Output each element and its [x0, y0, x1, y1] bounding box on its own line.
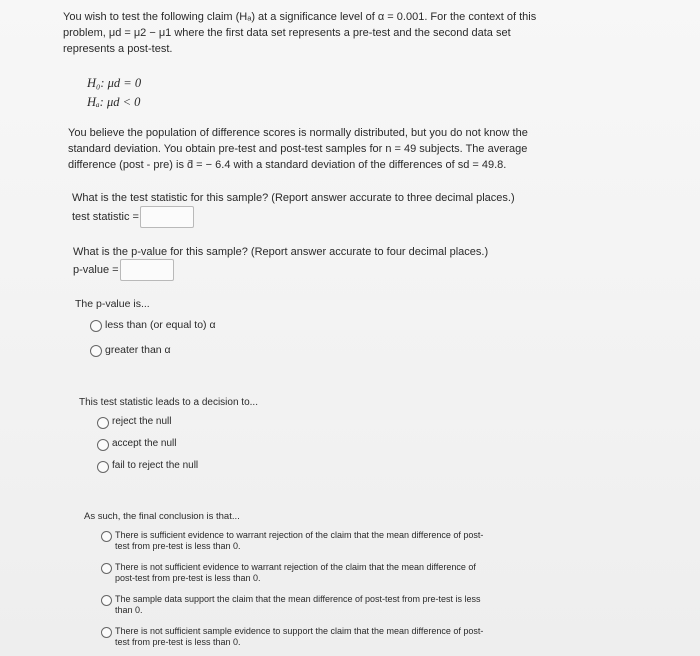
p-value-comparison-question: The p-value is...	[75, 298, 150, 310]
option-conclusion-2[interactable]	[101, 562, 571, 584]
option-conclusion-1[interactable]	[101, 530, 571, 552]
alternative-hypothesis: Hₐ: μd < 0	[87, 95, 141, 109]
context-line-3: difference (post - pre) is d̄ = − 6.4 with a standard deviation of the differences of sd = 49.8.	[68, 159, 507, 171]
option-text-line-1: The sample data support the claim that the mean difference of post-test from pre-test is less	[115, 594, 481, 604]
option-text	[115, 562, 476, 584]
decision-question: This test statistic leads to a decision to...	[79, 397, 258, 408]
context-line-1: You believe the population of difference scores is normally distributed, but you do not know the	[68, 127, 528, 139]
option-reject-null[interactable]	[97, 416, 198, 429]
intro-line-2: problem, μd = μ2 − μ1 where the first data set represents a pre-test and the second data set	[63, 27, 511, 39]
option-label: fail to reject the null	[112, 460, 199, 471]
option-label: less than (or equal to) α	[105, 319, 216, 331]
intro-line-3: represents a post-test.	[63, 43, 173, 55]
test-statistic-label: test statistic =	[72, 211, 139, 223]
test-statistic-question: What is the test statistic for this sample? (Report answer accurate to three decimal places.)	[72, 192, 515, 204]
radio-button[interactable]	[90, 345, 102, 357]
option-conclusion-3[interactable]	[101, 594, 571, 616]
option-label: accept the null	[112, 438, 177, 449]
p-value-row	[73, 259, 174, 281]
option-text-line-2: post-test from pre-test is less than 0.	[115, 573, 261, 583]
option-text	[115, 626, 483, 648]
option-text-line-1: There is not sufficient sample evidence to support the claim that the mean difference of post-	[115, 626, 484, 636]
p-value-label: p-value =	[73, 264, 119, 276]
hypotheses	[87, 74, 141, 112]
radio-button[interactable]	[101, 531, 112, 542]
radio-button[interactable]	[97, 461, 109, 473]
option-text-line-1: There is sufficient evidence to warrant rejection of the claim that the mean difference of post-	[115, 530, 484, 540]
option-text-line-2: than 0.	[115, 605, 143, 615]
option-accept-null[interactable]	[97, 438, 198, 451]
option-text	[115, 594, 481, 616]
p-value-comparison-options	[90, 319, 216, 357]
option-text-line-1: There is not sufficient evidence to warrant rejection of the claim that the mean difference of	[115, 562, 476, 572]
option-text-line-2: test from pre-test is less than 0.	[115, 637, 241, 647]
conclusion-options	[101, 530, 571, 648]
option-text	[115, 530, 483, 552]
option-fail-to-reject-null[interactable]	[97, 460, 198, 473]
radio-button[interactable]	[97, 439, 109, 451]
context-line-2: standard deviation. You obtain pre-test and post-test samples for n = 49 subjects. The average	[68, 143, 528, 155]
p-value-input[interactable]	[120, 259, 174, 281]
radio-button[interactable]	[90, 320, 102, 332]
context-paragraph	[68, 125, 688, 173]
null-hypothesis: H₀: μd = 0	[87, 76, 142, 90]
option-greater-than-alpha[interactable]	[90, 344, 216, 357]
conclusion-question: As such, the final conclusion is that...	[84, 511, 240, 522]
radio-button[interactable]	[101, 595, 112, 606]
radio-button[interactable]	[97, 417, 109, 429]
radio-button[interactable]	[101, 563, 112, 574]
intro-line-1: You wish to test the following claim (Hₐ) at a significance level of α = 0.001. For the context of this	[63, 11, 537, 23]
p-value-question: What is the p-value for this sample? (Report answer accurate to four decimal places.)	[73, 246, 489, 258]
test-statistic-row	[72, 206, 194, 228]
option-conclusion-4[interactable]	[101, 626, 571, 648]
decision-options	[97, 416, 198, 473]
intro-paragraph	[63, 9, 683, 57]
radio-button[interactable]	[101, 627, 112, 638]
option-label: greater than α	[105, 344, 171, 356]
test-statistic-input[interactable]	[140, 206, 194, 228]
option-label: reject the null	[112, 416, 172, 427]
option-text-line-2: test from pre-test is less than 0.	[115, 541, 241, 551]
option-less-than-alpha[interactable]	[90, 319, 216, 332]
